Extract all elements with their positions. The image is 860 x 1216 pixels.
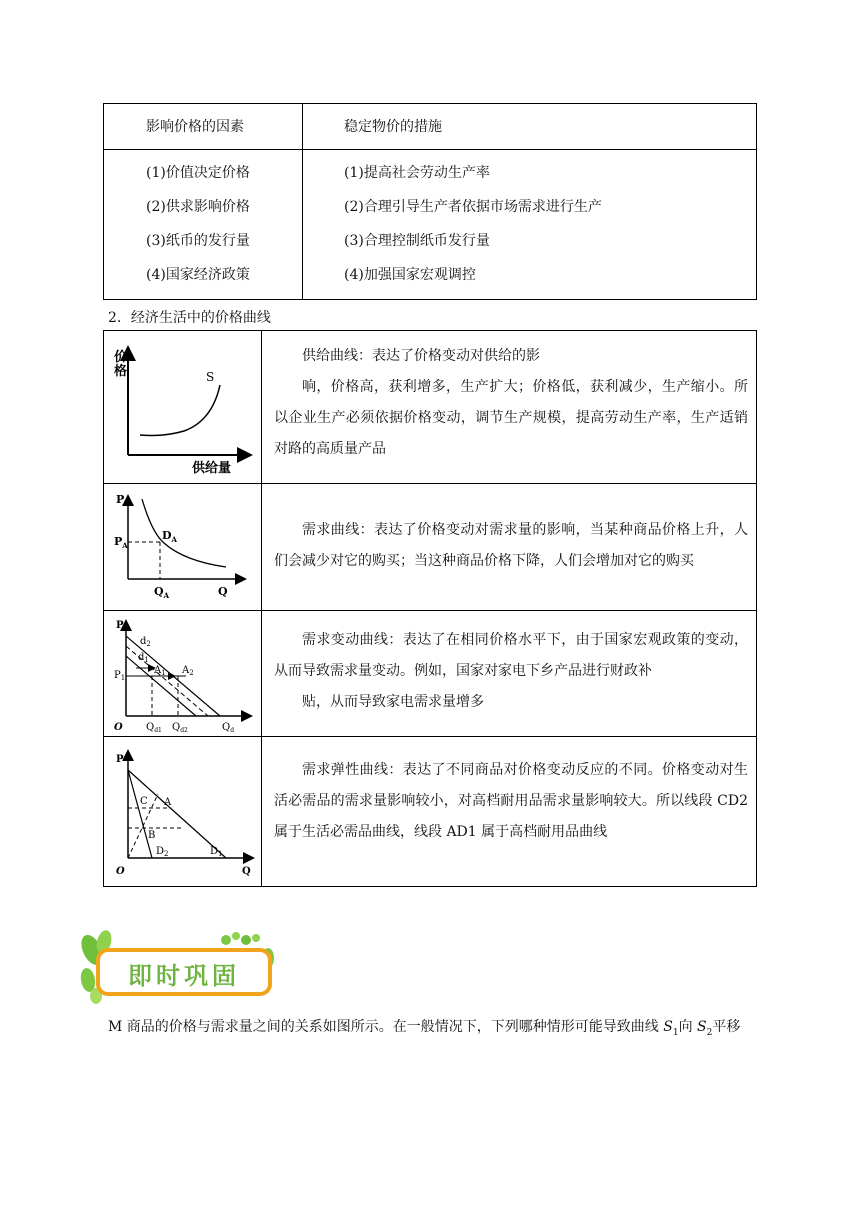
label-p: P [116, 493, 125, 506]
label-q: Q [218, 585, 228, 598]
demand-curve-text: 需求曲线：表达了价格变动对需求量的影响，当某种商品价格上升，人们会减少对它的购买；当这种商品价格下降，人们会增加对它的购买 [274, 522, 748, 569]
supply-curve [140, 385, 220, 436]
svg-text:Qd: $Q_d$ [222, 722, 235, 734]
price-factors-table [103, 103, 757, 300]
label-a: A [164, 797, 172, 808]
label-c: C [140, 796, 148, 807]
measure-item: (4)加强国家宏观调控 [344, 267, 476, 283]
label-da: D [162, 529, 172, 542]
line-ad1 [128, 770, 226, 858]
label-qd1: Q [146, 722, 155, 733]
label-o: O [114, 722, 123, 733]
svg-text:A2: $A_2$ [182, 665, 194, 677]
demand-shift-figure [104, 610, 261, 736]
supply-curve-figure [104, 331, 261, 483]
svg-text:d1: $d_1$ [138, 652, 149, 664]
svg-text:PA: $P_A$ [114, 535, 128, 550]
measure-item: (2)合理引导生产者依据市场需求进行生产 [344, 199, 602, 215]
label-b: B [148, 830, 156, 841]
svg-text:P1: $P_1$ [114, 670, 126, 682]
supply-curve-text: 供给曲线：表达了价格变动对供给的影 响，价格高，获利增多，生产扩大；价格低，获利减少，生产缩小。所以企业生产必须依据价格变动，调节生产规模，提高劳动生产率，生产适销对路的高质量产品 [274, 348, 748, 457]
question-text: M 商品的价格与需求量之间的关系如图所示。在一般情况下，下列哪种情形可能导致曲线 $S_1$向 $S_2$平移 [108, 1019, 741, 1038]
factor-item: (2)供求影响价格 [146, 199, 250, 215]
label-qd: Q [222, 722, 231, 733]
svg-text:A1: $A_1$ [154, 665, 166, 677]
label-pa: P [114, 535, 123, 548]
x-axis-label: 供给量 [192, 461, 232, 476]
label-p1: P [114, 670, 121, 681]
line-cd2 [128, 770, 152, 858]
header-factors: 影响价格的因素 [146, 119, 244, 135]
curve-s1: S [663, 1019, 673, 1035]
demand-elasticity-text: 需求弹性曲线：表达了不同商品对价格变动反应的不同。价格变动对生活必需品的需求量影响较小，对高档耐用品需求量影响较大。所以线段 CD2 属于生活必需品曲线，线段 AD1 属于高档耐用品曲线 [274, 762, 748, 840]
label-a2: A [182, 665, 190, 676]
svg-text:D1: $D_1$ [210, 846, 223, 858]
curve-label-s: S [206, 370, 215, 384]
factor-item: (4)国家经济政策 [146, 267, 250, 283]
measure-item: (3)合理控制纸币发行量 [344, 233, 490, 249]
label-d2: d [140, 636, 147, 647]
svg-text:Qd1: $Q_{d1}$ [146, 722, 162, 734]
factor-item: (1)价值决定价格 [146, 165, 250, 181]
y-axis-label-2: 格 [114, 364, 128, 379]
label-d2: D [156, 846, 165, 857]
label-q: Q [242, 866, 251, 877]
label-d1: d [138, 652, 145, 663]
label-qa: Q [154, 585, 164, 598]
header-measures: 稳定物价的措施 [344, 119, 442, 135]
price-curves-table [103, 330, 757, 887]
demand-elasticity-figure [104, 736, 261, 886]
y-axis-label-1: 价 [114, 350, 128, 365]
label-qd2: Q [172, 722, 181, 733]
demand-curve-figure [104, 483, 261, 610]
svg-text:DA: $D_A$ [162, 529, 177, 544]
label-a1: A [154, 665, 162, 676]
measure-item: (1)提高社会劳动生产率 [344, 165, 490, 181]
section-title: 2．经济生活中的价格曲线 [108, 310, 271, 326]
svg-text:D2: $D_2$ [156, 846, 169, 858]
svg-text:d2: $d_2$ [140, 636, 151, 648]
factor-item: (3)纸币的发行量 [146, 233, 250, 249]
label-o: O [116, 866, 125, 877]
svg-text:Qd2: $Q_{d2}$ [172, 722, 188, 734]
consolidation-banner [78, 928, 278, 1004]
curve-s2: S [697, 1019, 707, 1035]
label-p: P [116, 620, 124, 631]
svg-text:QA: $Q_A$ [154, 585, 170, 600]
banner-title: 即时巩固 [128, 962, 240, 990]
label-p: P [116, 754, 124, 765]
demand-curve [142, 499, 226, 567]
demand-shift-text: 需求变动曲线：表达了在相同价格水平下，由于国家宏观政策的变动，从而导致需求量变动。例如，国家对家电下乡产品进行财政补 贴，从而导致家电需求量增多 [274, 632, 748, 710]
label-d1: D [210, 846, 219, 857]
